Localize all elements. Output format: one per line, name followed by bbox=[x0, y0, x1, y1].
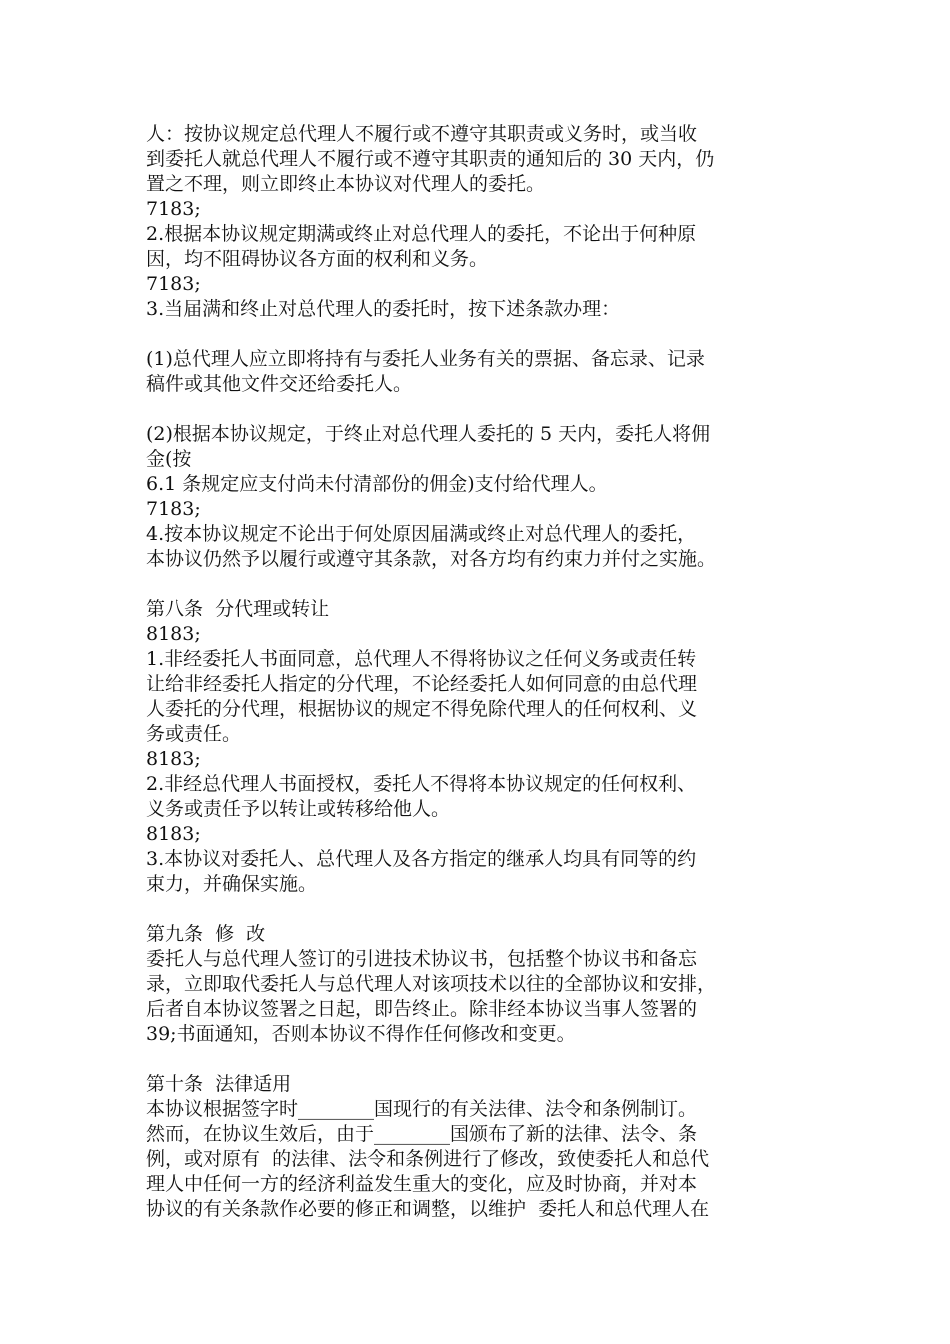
text-line: 后者自本协议签署之日起，即告终止。除非经本协议当事人签署的 bbox=[146, 998, 698, 1020]
text-line: 7183; bbox=[146, 198, 201, 220]
section-heading: 第九条 修 改 bbox=[146, 923, 266, 945]
text-line: 3.本协议对委托人、总代理人及各方指定的继承人均具有同等的约 bbox=[146, 848, 697, 870]
text-line: 6.1 条规定应支付尚未付清部份的佣金)支付给代理人。 bbox=[146, 473, 608, 495]
text-line: 务或责任。 bbox=[146, 723, 242, 745]
blank-line bbox=[146, 572, 818, 597]
text-line: 39;书面通知，否则本协议不得作任何修改和变更。 bbox=[146, 1023, 576, 1045]
text-line: (1)总代理人应立即将持有与委托人业务有关的票据、备忘录、记录 bbox=[146, 348, 705, 370]
text-line: 束力，并确保实施。 bbox=[146, 873, 318, 895]
text-line: 7183; bbox=[146, 273, 201, 295]
document-body bbox=[146, 122, 818, 1222]
text-line: 稿件或其他文件交还给委托人。 bbox=[146, 373, 413, 395]
text-line: 1.非经委托人书面同意，总代理人不得将协议之任何义务或责任转 bbox=[146, 648, 697, 670]
text-line: 委托人与总代理人签订的引进技术协议书，包括整个协议书和备忘 bbox=[146, 948, 698, 970]
text-line: 金(按 bbox=[146, 448, 192, 470]
text-line: 录，立即取代委托人与总代理人对该项技术以往的全部协议和安排， bbox=[146, 973, 717, 995]
text-line: 本协议根据签字时________国现行的有关法律、法令和条例制订。 bbox=[146, 1098, 698, 1120]
text-line: 4.按本协议规定不论出于何处原因届满或终止对总代理人的委托， bbox=[146, 523, 697, 545]
text-line: 人委托的分代理，根据协议的规定不得免除代理人的任何权利、义 bbox=[146, 698, 698, 720]
text-line: 例，或对原有 的法律、法令和条例进行了修改，致使委托人和总代 bbox=[146, 1148, 710, 1170]
text-line: (2)根据本协议规定，于终止对总代理人委托的 5 天内，委托人将佣 bbox=[146, 423, 711, 445]
section-heading: 第八条 分代理或转让 bbox=[146, 598, 330, 620]
text-line: 7183; bbox=[146, 498, 201, 520]
text-line: 8183; bbox=[146, 748, 201, 770]
text-line: 让给非经委托人指定的分代理，不论经委托人如何同意的由总代理 bbox=[146, 673, 698, 695]
text-line: 然而，在协议生效后，由于________国颁布了新的法律、法令、条 bbox=[146, 1123, 698, 1145]
text-line: 到委托人就总代理人不履行或不遵守其职责的通知后的 30 天内，仍 bbox=[146, 148, 715, 170]
text-line: 因，均不阻碍协议各方面的权利和义务。 bbox=[146, 248, 489, 270]
text-line: 2.根据本协议规定期满或终止对总代理人的委托，不论出于何种原 bbox=[146, 223, 697, 245]
blank-line bbox=[146, 322, 818, 347]
text-line: 本协议仍然予以履行或遵守其条款，对各方均有约束力并付之实施。 bbox=[146, 548, 717, 570]
text-line: 置之不理，则立即终止本协议对代理人的委托。 bbox=[146, 173, 546, 195]
text-line: 人：按协议规定总代理人不履行或不遵守其职责或义务时，或当收 bbox=[146, 123, 698, 145]
text-line: 3.当届满和终止对总代理人的委托时，按下述条款办理： bbox=[146, 298, 621, 320]
text-line: 理人中任何一方的经济利益发生重大的变化，应及时协商，并对本 bbox=[146, 1173, 698, 1195]
section-heading: 第十条 法律适用 bbox=[146, 1073, 292, 1095]
blank-line bbox=[146, 897, 818, 922]
text-line: 义务或责任予以转让或转移给他人。 bbox=[146, 798, 451, 820]
text-line: 8183; bbox=[146, 623, 201, 645]
text-line: 2.非经总代理人书面授权，委托人不得将本协议规定的任何权利、 bbox=[146, 773, 697, 795]
text-line: 协议的有关条款作必要的修正和调整，以维护 委托人和总代理人在 bbox=[146, 1198, 710, 1220]
blank-line bbox=[146, 1047, 818, 1072]
text-line: 8183; bbox=[146, 823, 201, 845]
blank-line bbox=[146, 397, 818, 422]
